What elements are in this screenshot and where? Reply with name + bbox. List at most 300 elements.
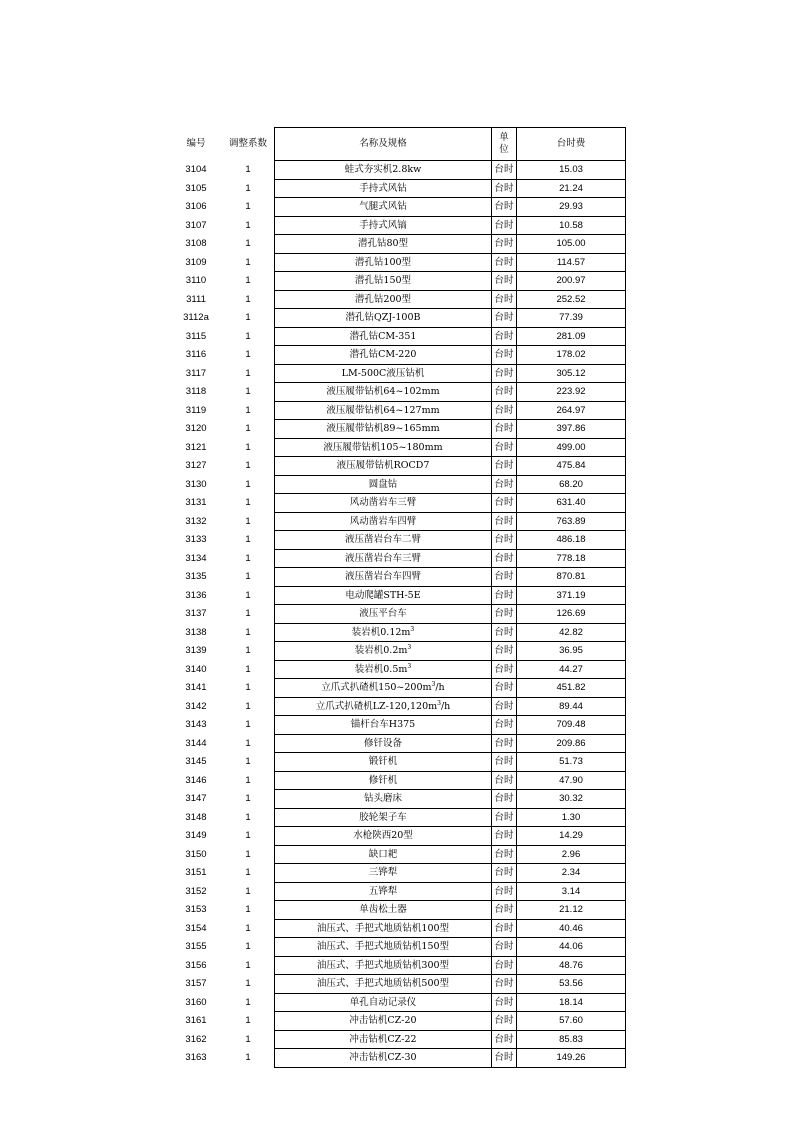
row-coef: 1 bbox=[245, 386, 251, 397]
row-coef: 1 bbox=[245, 1033, 251, 1045]
table-row bbox=[170, 882, 626, 901]
row-code: 3142 bbox=[185, 700, 207, 712]
row-coef: 1 bbox=[245, 922, 251, 934]
row-unit: 台时 bbox=[492, 457, 517, 476]
row-price: 397.86 bbox=[517, 420, 626, 439]
row-unit: 台时 bbox=[492, 679, 517, 698]
row-coef: 1 bbox=[245, 811, 251, 823]
row-name: 潜孔钻150型 bbox=[275, 272, 492, 291]
row-unit: 台时 bbox=[492, 179, 517, 198]
row-unit: 台时 bbox=[492, 808, 517, 827]
table-row bbox=[170, 401, 626, 420]
row-price: 89.44 bbox=[517, 697, 626, 716]
row-code: 3118 bbox=[185, 386, 207, 397]
row-coef: 1 bbox=[245, 1052, 251, 1063]
row-coef: 1 bbox=[245, 885, 251, 897]
row-coef: 1 bbox=[245, 478, 251, 490]
row-code: 3105 bbox=[185, 182, 207, 194]
row-name: 液压平台车 bbox=[275, 605, 492, 624]
row-code: 3151 bbox=[185, 867, 207, 878]
row-code: 3157 bbox=[185, 978, 207, 989]
row-price: 200.97 bbox=[517, 272, 626, 291]
row-price: 68.20 bbox=[517, 475, 626, 494]
table-row bbox=[170, 1030, 626, 1049]
row-name: 油压式、手把式地质钻机100型 bbox=[275, 919, 492, 938]
row-unit: 台时 bbox=[492, 1030, 517, 1049]
row-price: 252.52 bbox=[517, 290, 626, 309]
table-row bbox=[170, 438, 626, 457]
row-coef: 1 bbox=[245, 201, 251, 212]
row-code: 3137 bbox=[185, 608, 207, 619]
header-name: 名称及规格 bbox=[275, 128, 492, 161]
row-coef: 1 bbox=[245, 182, 251, 194]
row-name: 风动凿岩车三臂 bbox=[275, 494, 492, 513]
row-price: 126.69 bbox=[517, 605, 626, 624]
table-row bbox=[170, 198, 626, 217]
row-price: 223.92 bbox=[517, 383, 626, 402]
row-unit: 台时 bbox=[492, 586, 517, 605]
row-unit: 台时 bbox=[492, 938, 517, 957]
row-name: 油压式、手把式地质钻机300型 bbox=[275, 956, 492, 975]
row-unit: 台时 bbox=[492, 660, 517, 679]
table-row bbox=[170, 512, 626, 531]
row-price: 631.40 bbox=[517, 494, 626, 513]
row-code: 3117 bbox=[185, 367, 207, 379]
row-code: 3135 bbox=[185, 571, 207, 582]
row-unit: 台时 bbox=[492, 327, 517, 346]
table-row bbox=[170, 716, 626, 735]
row-coef: 1 bbox=[245, 460, 251, 471]
row-unit: 台时 bbox=[492, 642, 517, 661]
row-coef: 1 bbox=[245, 700, 251, 712]
table-row bbox=[170, 253, 626, 272]
row-unit: 台时 bbox=[492, 216, 517, 235]
row-name: 胶轮架子车 bbox=[275, 808, 492, 827]
row-code: 3104 bbox=[185, 164, 207, 175]
table-row bbox=[170, 235, 626, 254]
row-name: 冲击钻机CZ-20 bbox=[275, 1012, 492, 1031]
row-unit: 台时 bbox=[492, 1012, 517, 1031]
row-unit: 台时 bbox=[492, 531, 517, 550]
row-price: 51.73 bbox=[517, 753, 626, 772]
row-code: 3121 bbox=[185, 441, 207, 453]
row-name: 潜孔钻100型 bbox=[275, 253, 492, 272]
row-coef: 1 bbox=[245, 682, 251, 693]
table-row bbox=[170, 901, 626, 920]
table-row bbox=[170, 771, 626, 790]
row-coef: 1 bbox=[245, 497, 251, 508]
row-price: 3.14 bbox=[517, 882, 626, 901]
row-code: 3160 bbox=[185, 996, 207, 1008]
row-coef: 1 bbox=[245, 367, 251, 379]
row-coef: 1 bbox=[245, 441, 251, 453]
table-row bbox=[170, 568, 626, 587]
row-name: 液压凿岩台车三臂 bbox=[275, 549, 492, 568]
row-code: 3147 bbox=[185, 793, 207, 804]
row-unit: 台时 bbox=[492, 790, 517, 809]
table-row bbox=[170, 975, 626, 994]
row-name bbox=[275, 623, 492, 642]
table-row bbox=[170, 327, 626, 346]
row-code: 3140 bbox=[185, 663, 207, 675]
row-name-text: 立爪式扒碴机150~200m bbox=[321, 682, 432, 693]
table-row bbox=[170, 660, 626, 679]
table-row bbox=[170, 642, 626, 661]
row-name-superscript: 3 bbox=[407, 644, 412, 651]
row-coef: 1 bbox=[245, 571, 251, 582]
row-coef: 1 bbox=[245, 737, 251, 749]
row-name: 手持式风镐 bbox=[275, 216, 492, 235]
row-name bbox=[275, 679, 492, 698]
row-coef: 1 bbox=[245, 663, 251, 675]
row-name: 潜孔钻80型 bbox=[275, 235, 492, 254]
row-coef: 1 bbox=[245, 219, 251, 231]
row-price: 21.24 bbox=[517, 179, 626, 198]
row-name: 单孔自动记录仪 bbox=[275, 993, 492, 1012]
row-unit: 台时 bbox=[492, 956, 517, 975]
row-unit: 台时 bbox=[492, 734, 517, 753]
row-name bbox=[275, 660, 492, 679]
table-row bbox=[170, 623, 626, 642]
row-coef: 1 bbox=[245, 349, 251, 360]
table-row bbox=[170, 827, 626, 846]
row-name bbox=[275, 697, 492, 716]
row-unit: 台时 bbox=[492, 346, 517, 365]
row-code: 3149 bbox=[185, 830, 207, 841]
table-row bbox=[170, 864, 626, 883]
row-unit: 台时 bbox=[492, 919, 517, 938]
row-unit: 台时 bbox=[492, 697, 517, 716]
row-price: 305.12 bbox=[517, 364, 626, 383]
row-code: 3163 bbox=[185, 1052, 207, 1063]
row-name: 钻头磨床 bbox=[275, 790, 492, 809]
row-name: 潜孔钻200型 bbox=[275, 290, 492, 309]
row-unit: 台时 bbox=[492, 623, 517, 642]
row-coef: 1 bbox=[245, 330, 251, 342]
row-code: 3139 bbox=[185, 645, 207, 656]
table-row bbox=[170, 938, 626, 957]
row-coef: 1 bbox=[245, 867, 251, 878]
table-row bbox=[170, 790, 626, 809]
row-code: 3156 bbox=[185, 959, 207, 971]
table-row bbox=[170, 420, 626, 439]
table-row bbox=[170, 734, 626, 753]
row-price: 709.48 bbox=[517, 716, 626, 735]
row-price: 10.58 bbox=[517, 216, 626, 235]
row-coef: 1 bbox=[245, 848, 251, 860]
row-coef: 1 bbox=[245, 719, 251, 730]
row-coef: 1 bbox=[245, 793, 251, 804]
row-coef: 1 bbox=[245, 552, 251, 564]
row-name: 风动凿岩车四臂 bbox=[275, 512, 492, 531]
row-unit: 台时 bbox=[492, 771, 517, 790]
row-unit: 台时 bbox=[492, 198, 517, 217]
row-unit: 台时 bbox=[492, 827, 517, 846]
table-row bbox=[170, 845, 626, 864]
row-unit: 台时 bbox=[492, 845, 517, 864]
table-row bbox=[170, 679, 626, 698]
row-code: 3127 bbox=[185, 460, 207, 471]
row-name: 油压式、手把式地质钻机500型 bbox=[275, 975, 492, 994]
row-unit: 台时 bbox=[492, 549, 517, 568]
row-name: 锻钎机 bbox=[275, 753, 492, 772]
table-row bbox=[170, 605, 626, 624]
row-name: 五铧犁 bbox=[275, 882, 492, 901]
row-unit: 台时 bbox=[492, 364, 517, 383]
row-code: 3120 bbox=[185, 423, 207, 434]
table-row bbox=[170, 216, 626, 235]
row-code: 3161 bbox=[185, 1015, 207, 1026]
row-name bbox=[275, 642, 492, 661]
row-price: 29.93 bbox=[517, 198, 626, 217]
row-code: 3130 bbox=[185, 478, 207, 490]
row-unit: 台时 bbox=[492, 438, 517, 457]
row-unit: 台时 bbox=[492, 864, 517, 883]
table-row bbox=[170, 161, 626, 180]
row-price: 371.19 bbox=[517, 586, 626, 605]
row-price: 778.18 bbox=[517, 549, 626, 568]
row-unit: 台时 bbox=[492, 494, 517, 513]
row-name: 潜孔钻CM-220 bbox=[275, 346, 492, 365]
row-name: 油压式、手把式地质钻机150型 bbox=[275, 938, 492, 957]
row-code: 3141 bbox=[185, 682, 207, 693]
table-row bbox=[170, 457, 626, 476]
row-coef: 1 bbox=[245, 904, 251, 915]
row-coef: 1 bbox=[245, 1015, 251, 1026]
row-code: 3133 bbox=[185, 534, 207, 545]
table-row bbox=[170, 753, 626, 772]
row-coef: 1 bbox=[245, 978, 251, 989]
row-name: 锚杆台车H375 bbox=[275, 716, 492, 735]
row-unit: 台时 bbox=[492, 235, 517, 254]
row-name-tail: /h bbox=[435, 682, 445, 693]
row-price: 42.82 bbox=[517, 623, 626, 642]
row-price: 499.00 bbox=[517, 438, 626, 457]
row-name-text: 装岩机0.5m bbox=[354, 663, 408, 675]
row-price: 53.56 bbox=[517, 975, 626, 994]
row-code: 3162 bbox=[185, 1033, 207, 1045]
table-row bbox=[170, 475, 626, 494]
row-price: 21.12 bbox=[517, 901, 626, 920]
row-unit: 台时 bbox=[492, 161, 517, 180]
row-code: 3109 bbox=[185, 256, 207, 268]
row-price: 486.18 bbox=[517, 531, 626, 550]
row-code: 3153 bbox=[185, 904, 207, 915]
row-name: 潜孔钻CM-351 bbox=[275, 327, 492, 346]
row-coef: 1 bbox=[245, 830, 251, 841]
row-code: 3150 bbox=[185, 848, 207, 860]
table-row bbox=[170, 808, 626, 827]
row-name: 液压凿岩台车二臂 bbox=[275, 531, 492, 550]
row-name: 缺口耙 bbox=[275, 845, 492, 864]
row-code: 3131 bbox=[185, 497, 207, 508]
table-header-row bbox=[170, 128, 626, 161]
row-coef: 1 bbox=[245, 423, 251, 434]
row-code: 3106 bbox=[185, 201, 207, 212]
row-code: 3110 bbox=[185, 275, 207, 286]
row-name: 气腿式风钻 bbox=[275, 198, 492, 217]
table-row bbox=[170, 272, 626, 291]
row-name: 冲击钻机CZ-30 bbox=[275, 1049, 492, 1068]
row-coef: 1 bbox=[245, 774, 251, 786]
row-name: 电动爬罐STH-5E bbox=[275, 586, 492, 605]
row-code: 3132 bbox=[185, 515, 207, 527]
row-name-superscript: 3 bbox=[437, 699, 441, 707]
row-coef: 1 bbox=[245, 312, 251, 323]
row-code: 3115 bbox=[185, 330, 207, 342]
row-code: 3148 bbox=[185, 811, 207, 823]
row-coef: 1 bbox=[245, 293, 251, 305]
table-row bbox=[170, 919, 626, 938]
row-price: 2.34 bbox=[517, 864, 626, 883]
header-price: 台时费 bbox=[517, 128, 626, 161]
row-unit: 台时 bbox=[492, 1049, 517, 1068]
row-coef: 1 bbox=[245, 756, 251, 767]
row-price: 451.82 bbox=[517, 679, 626, 698]
table-row bbox=[170, 586, 626, 605]
row-price: 48.76 bbox=[517, 956, 626, 975]
row-code: 3146 bbox=[185, 774, 207, 786]
row-coef: 1 bbox=[245, 275, 251, 286]
row-name: 液压履带钻机105~180mm bbox=[275, 438, 492, 457]
table-row bbox=[170, 993, 626, 1012]
row-price: 47.90 bbox=[517, 771, 626, 790]
row-unit: 台时 bbox=[492, 272, 517, 291]
row-coef: 1 bbox=[245, 164, 251, 175]
header-code: 编号 bbox=[186, 138, 206, 149]
row-price: 281.09 bbox=[517, 327, 626, 346]
row-price: 36.95 bbox=[517, 642, 626, 661]
row-unit: 台时 bbox=[492, 512, 517, 531]
row-unit: 台时 bbox=[492, 401, 517, 420]
row-coef: 1 bbox=[245, 534, 251, 545]
row-name-tail: /h bbox=[440, 700, 451, 712]
row-price: 44.27 bbox=[517, 660, 626, 679]
row-price: 209.86 bbox=[517, 734, 626, 753]
row-code: 3112a bbox=[183, 312, 209, 323]
table-row bbox=[170, 549, 626, 568]
row-coef: 1 bbox=[245, 626, 251, 638]
row-price: 85.83 bbox=[517, 1030, 626, 1049]
row-coef: 1 bbox=[245, 589, 251, 601]
row-name-superscript: 3 bbox=[431, 681, 436, 688]
row-unit: 台时 bbox=[492, 975, 517, 994]
row-name: 圆盘钻 bbox=[275, 475, 492, 494]
row-price: 14.29 bbox=[517, 827, 626, 846]
machine-rate-table bbox=[170, 127, 626, 1068]
table-row bbox=[170, 309, 626, 328]
row-name-text: 立爪式扒碴机LZ-120,120m bbox=[315, 700, 438, 712]
row-code: 3116 bbox=[185, 349, 207, 360]
row-unit: 台时 bbox=[492, 475, 517, 494]
row-code: 3154 bbox=[185, 922, 207, 934]
table-row bbox=[170, 290, 626, 309]
row-name: 三铧犁 bbox=[275, 864, 492, 883]
row-price: 30.32 bbox=[517, 790, 626, 809]
row-unit: 台时 bbox=[492, 882, 517, 901]
row-price: 475.84 bbox=[517, 457, 626, 476]
row-name: 手持式风钻 bbox=[275, 179, 492, 198]
row-price: 149.26 bbox=[517, 1049, 626, 1068]
row-unit: 台时 bbox=[492, 568, 517, 587]
table-body bbox=[170, 128, 626, 1068]
row-name: 液压凿岩台车四臂 bbox=[275, 568, 492, 587]
row-coef: 1 bbox=[245, 996, 251, 1008]
table-row bbox=[170, 494, 626, 513]
row-code: 3134 bbox=[185, 552, 207, 564]
row-price: 178.02 bbox=[517, 346, 626, 365]
row-price: 870.81 bbox=[517, 568, 626, 587]
table-row bbox=[170, 179, 626, 198]
row-coef: 1 bbox=[245, 959, 251, 971]
table-row bbox=[170, 1012, 626, 1031]
row-code: 3107 bbox=[185, 219, 207, 231]
row-coef: 1 bbox=[245, 238, 251, 249]
row-price: 18.14 bbox=[517, 993, 626, 1012]
row-coef: 1 bbox=[245, 515, 251, 527]
row-name-text: 装岩机0.2m bbox=[354, 645, 408, 656]
row-name-superscript: 3 bbox=[410, 625, 415, 633]
row-unit: 台时 bbox=[492, 605, 517, 624]
table-row bbox=[170, 1049, 626, 1068]
table-row bbox=[170, 346, 626, 365]
row-name: 修钎设备 bbox=[275, 734, 492, 753]
row-name-superscript: 3 bbox=[407, 662, 412, 670]
row-code: 3145 bbox=[185, 756, 207, 767]
row-name: 水枪陕西20型 bbox=[275, 827, 492, 846]
row-price: 77.39 bbox=[517, 309, 626, 328]
row-code: 3108 bbox=[185, 238, 207, 249]
row-unit: 台时 bbox=[492, 420, 517, 439]
row-code: 3119 bbox=[185, 404, 207, 416]
row-code: 3143 bbox=[185, 719, 207, 730]
row-unit: 台时 bbox=[492, 309, 517, 328]
row-unit: 台时 bbox=[492, 253, 517, 272]
row-coef: 1 bbox=[245, 608, 251, 619]
row-name: LM-500C液压钻机 bbox=[275, 364, 492, 383]
table-row bbox=[170, 364, 626, 383]
row-unit: 台时 bbox=[492, 993, 517, 1012]
row-unit: 台时 bbox=[492, 753, 517, 772]
row-name: 修钎机 bbox=[275, 771, 492, 790]
row-price: 763.89 bbox=[517, 512, 626, 531]
row-code: 3111 bbox=[186, 293, 206, 305]
row-unit: 台时 bbox=[492, 716, 517, 735]
row-price: 44.06 bbox=[517, 938, 626, 957]
table-row bbox=[170, 531, 626, 550]
row-price: 2.96 bbox=[517, 845, 626, 864]
row-name-text: 装岩机0.12m bbox=[351, 626, 411, 638]
row-unit: 台时 bbox=[492, 901, 517, 920]
table-row bbox=[170, 383, 626, 402]
row-name: 液压履带钻机64~102mm bbox=[275, 383, 492, 402]
row-name: 液压履带钻机89~165mm bbox=[275, 420, 492, 439]
table-row bbox=[170, 697, 626, 716]
row-coef: 1 bbox=[245, 404, 251, 416]
row-name: 液压履带钻机ROCD7 bbox=[275, 457, 492, 476]
row-price: 114.57 bbox=[517, 253, 626, 272]
row-price: 15.03 bbox=[517, 161, 626, 180]
row-name: 潜孔钻QZJ-100B bbox=[275, 309, 492, 328]
row-coef: 1 bbox=[245, 941, 251, 952]
row-name: 液压履带钻机64~127mm bbox=[275, 401, 492, 420]
row-code: 3136 bbox=[185, 589, 207, 601]
table-row bbox=[170, 956, 626, 975]
row-price: 40.46 bbox=[517, 919, 626, 938]
header-coef: 调整系数 bbox=[228, 138, 267, 149]
row-name: 蛙式夯实机2.8kw bbox=[275, 161, 492, 180]
row-unit: 台时 bbox=[492, 290, 517, 309]
